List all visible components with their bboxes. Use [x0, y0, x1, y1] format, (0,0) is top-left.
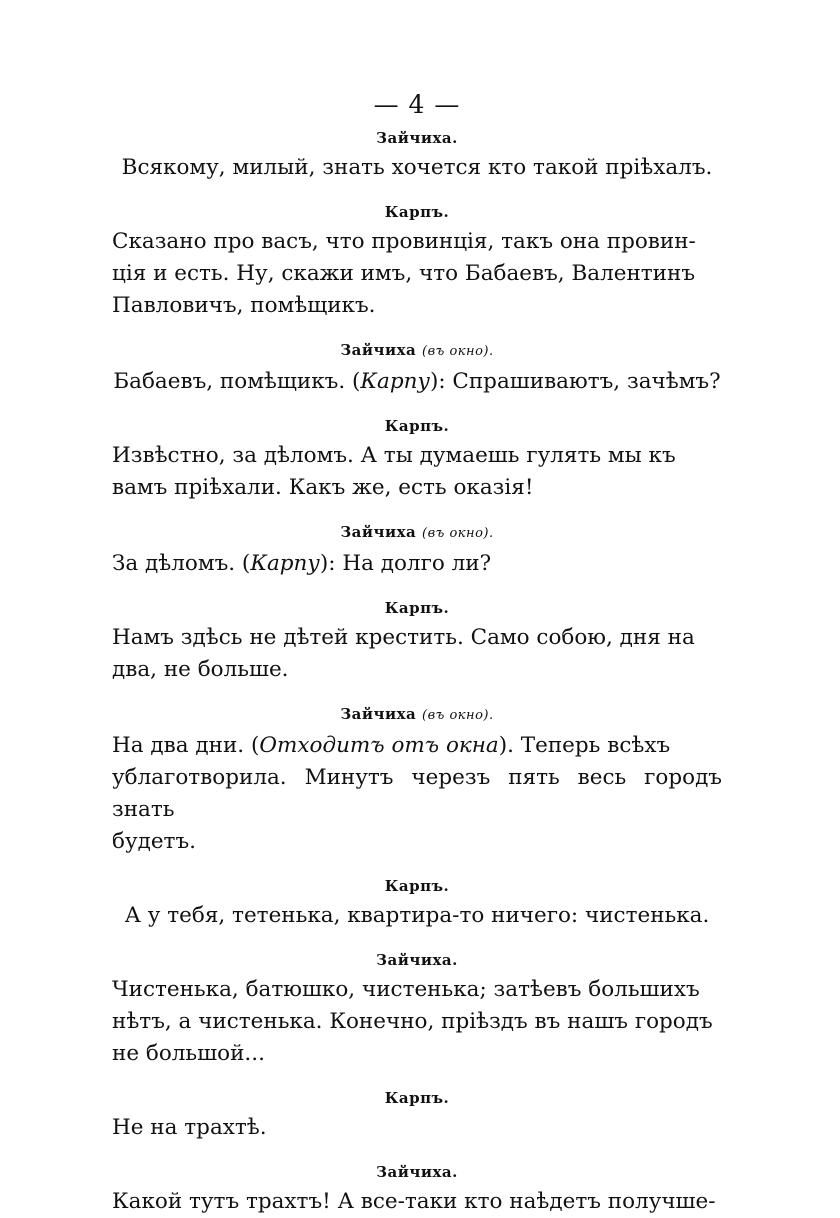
speaker-name: Зайчиха	[340, 705, 417, 723]
speech-fragment: ). Теперь всѣхъ	[498, 733, 671, 758]
speaker-name: Карпъ.	[384, 599, 450, 617]
speech-line: Сказано про васъ, что провинція, такъ она провин-	[112, 229, 696, 254]
speech-fragment: ): На долго ли?	[319, 551, 492, 576]
speech-fragment: За дѣломъ. (	[112, 551, 251, 576]
speaker-name: Карпъ.	[384, 203, 450, 221]
speaker-label	[112, 598, 722, 618]
speaker-label	[112, 950, 722, 970]
speaker-name: Зайчиха.	[376, 951, 458, 969]
speech-line: Не на трахтѣ.	[112, 1115, 267, 1140]
speaker-label	[112, 340, 722, 362]
speech-line: А у тебя, тетенька, квартира-то ничего: чистенька.	[124, 903, 710, 928]
speech-line: Какой тутъ трахтъ! А все-таки кто наѣдетъ получше-	[112, 1189, 716, 1214]
speech-line: Чистенька, батюшко, чистенька; затѣевъ большихъ	[112, 977, 700, 1002]
stage-direction: Отходитъ отъ окна	[259, 733, 499, 758]
speaker-label	[112, 876, 722, 896]
speech-text	[112, 366, 722, 398]
speech-line: два, не больше.	[112, 657, 289, 682]
speech-line: Намъ здѣсь не дѣтей крестить. Само собою, дня на	[112, 625, 695, 650]
stage-direction: (въ окно).	[422, 708, 494, 723]
speech-line: Всякому, милый, знать хочется кто такой пріѣхалъ.	[121, 155, 713, 180]
page-number: — 4 —	[373, 90, 461, 119]
speech-line: будетъ.	[112, 829, 196, 854]
speaker-label	[112, 522, 722, 544]
stage-direction: (въ окно).	[422, 344, 494, 359]
speech-line: не большой...	[112, 1041, 265, 1066]
speech-line: ція и есть. Ну, скажи имъ, что Бабаевъ, Валентинъ	[112, 261, 696, 286]
speech-fragment: На два дни. (	[112, 733, 260, 758]
speaker-name: Зайчиха	[340, 341, 417, 359]
speaker-name: Зайчиха.	[376, 129, 458, 147]
speaker-label	[112, 128, 722, 148]
speaker-name: Карпъ.	[384, 1089, 450, 1107]
speaker-name: Карпъ.	[384, 877, 450, 895]
speaker-name: Зайчиха	[340, 523, 417, 541]
speech-text	[112, 152, 722, 184]
speech-line: вамъ пріѣхали. Какъ же, есть оказія!	[112, 475, 534, 500]
speech-line: Извѣстно, за дѣломъ. А ты думаешь гулять мы къ	[112, 443, 676, 468]
speech-text	[112, 730, 722, 858]
speaker-label	[112, 1088, 722, 1108]
speech-text	[112, 1112, 722, 1144]
speech-line: нѣтъ, а чистенька. Конечно, пріѣздъ въ нашъ городъ	[112, 1009, 713, 1034]
speech-line: ублаготворила. Минутъ черезъ пять весь городъ знать	[112, 765, 722, 822]
speech-line: Павловичъ, помѣщикъ.	[112, 293, 376, 318]
speech-text	[112, 900, 722, 932]
speech-fragment: Бабаевъ, помѣщикъ. (	[113, 369, 361, 394]
speech-text	[112, 226, 722, 322]
speech-fragment: ): Спрашиваютъ, зачѣмъ?	[429, 369, 721, 394]
stage-direction: Карпу	[250, 551, 320, 576]
speaker-label	[112, 202, 722, 222]
speech-text	[112, 440, 722, 504]
speech-text	[112, 974, 722, 1070]
speaker-name: Зайчиха.	[376, 1163, 458, 1181]
speaker-label	[112, 1162, 722, 1182]
speech-text	[112, 548, 722, 580]
stage-direction: (въ окно).	[422, 526, 494, 541]
speech-text	[112, 622, 722, 686]
speaker-label	[112, 416, 722, 436]
speaker-label	[112, 704, 722, 726]
speaker-name: Карпъ.	[384, 417, 450, 435]
stage-direction: Карпу	[360, 369, 430, 394]
